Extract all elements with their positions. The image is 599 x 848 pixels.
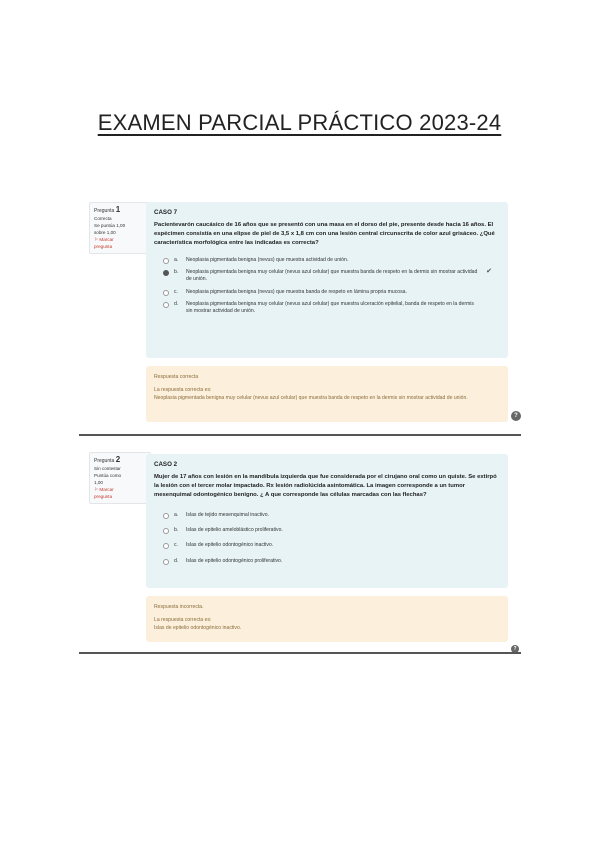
correct-answer-text: Islas de epitelio odontogénico inactivo. (154, 625, 242, 631)
answer-option-b[interactable]: b. Islas de epitelio ameloblástico proliferativo. (154, 527, 500, 534)
answer-option-b[interactable]: b. Neoplasia pigmentada benigna muy celular (nevus azul celular) que muestra banda de respeto en la dermis sin mostrar actividad de unión. ✔ (154, 269, 500, 283)
feedback-status: Respuesta incorrecta. (154, 604, 204, 610)
feedback-status: Respuesta correcta (154, 374, 199, 380)
check-icon: ✔ (486, 268, 492, 276)
radio-button[interactable] (163, 559, 169, 565)
radio-button[interactable] (163, 302, 169, 308)
answer-option-d[interactable]: d. Neoplasia pigmentada benigna muy celular (nevus azul celular) que muestra ulceración epitelial, banda de respeto en la dermis sin mostrar actividad de unión. (154, 301, 500, 315)
radio-button[interactable] (163, 528, 169, 534)
answer-list (154, 257, 500, 315)
help-icon[interactable]: ? (511, 645, 519, 653)
question-status: Correcta (94, 216, 112, 221)
answer-option-d[interactable]: d. Islas de epitelio odontogénico proliferativo. (154, 558, 500, 565)
radio-button[interactable] (163, 290, 169, 296)
page-title: EXAMEN PARCIAL PRÁCTICO 2023-24 (97, 110, 502, 135)
case-label: CASO 2 (154, 461, 178, 468)
feedback-box (146, 366, 508, 422)
question-content (146, 202, 508, 358)
radio-button-selected[interactable] (163, 270, 169, 276)
question-number: Pregunta 1 (94, 205, 121, 214)
radio-button[interactable] (163, 258, 169, 264)
feedback-label: La respuesta correcta es: (154, 617, 212, 623)
feedback-box (146, 596, 508, 642)
question-text: Mujer de 17 años con lesión en la mandíbula izquierda que fue considerada por el cirujano oral como un quiste. Se extirpó la lesión con el tercer molar impactado. Rx lesión radiolúcida asintomática. La imagen corresponde a un tumor mesenquimal odontogénico benigno. ¿ A que corresponde las células marcadas con las flechas? (154, 474, 497, 498)
case-label: CASO 7 (154, 209, 178, 216)
answer-option-a[interactable]: a. Neoplasia pigmentada benigna (nevus) que muestra actividad de unión. (154, 257, 500, 264)
answer-option-c[interactable]: c. Neoplasia pigmentada benigna (nevus) que muestra banda de respeto en lámina propria mucosa. (154, 289, 500, 296)
correct-answer-text: Neoplasia pigmentada benigna muy celular (nevus azul celular) que muestra banda de respeto en la dermis sin mostrar actividad de unión. (154, 395, 468, 401)
flag-question-link[interactable]: ⚐ Marcar pregunta (94, 237, 114, 249)
radio-button[interactable] (163, 543, 169, 549)
help-icon[interactable]: ? (511, 411, 521, 421)
question-score: Puntúa como 1,00 (94, 473, 122, 485)
question-status: Sin contestar (94, 466, 121, 471)
feedback-label: La respuesta correcta es: (154, 387, 212, 393)
divider (79, 434, 521, 436)
question-score: Se puntúa 1,00 sobre 1,00 (94, 223, 126, 235)
flag-icon: ⚐ (94, 487, 99, 492)
flag-icon: ⚐ (94, 237, 99, 242)
divider (79, 652, 521, 654)
question-text: Pacientevarón caucásico de 16 años que se presentó con una masa en el dorso del pie, presente desde hacia 16 años. El espécimen consistía en una elipse de piel de 3,5 x 1,8 cm con una lesión central circunscrita de color azul grisáceo. ¿Qué característica morfológica entre las indicadas es correcta? (154, 222, 495, 246)
question-info (89, 452, 151, 504)
radio-button[interactable] (163, 513, 169, 519)
question-number: Pregunta 2 (94, 455, 121, 464)
answer-option-a[interactable]: a. Islas de tejido mesenquimal inactivo. (154, 512, 500, 519)
question-info (89, 202, 151, 254)
answer-option-c[interactable]: c. Islas de epitelio odontogénico inactivo. (154, 542, 500, 549)
flag-question-link[interactable]: ⚐ Marcar pregunta (94, 487, 114, 499)
question-content (146, 454, 508, 588)
answer-list (154, 512, 500, 565)
